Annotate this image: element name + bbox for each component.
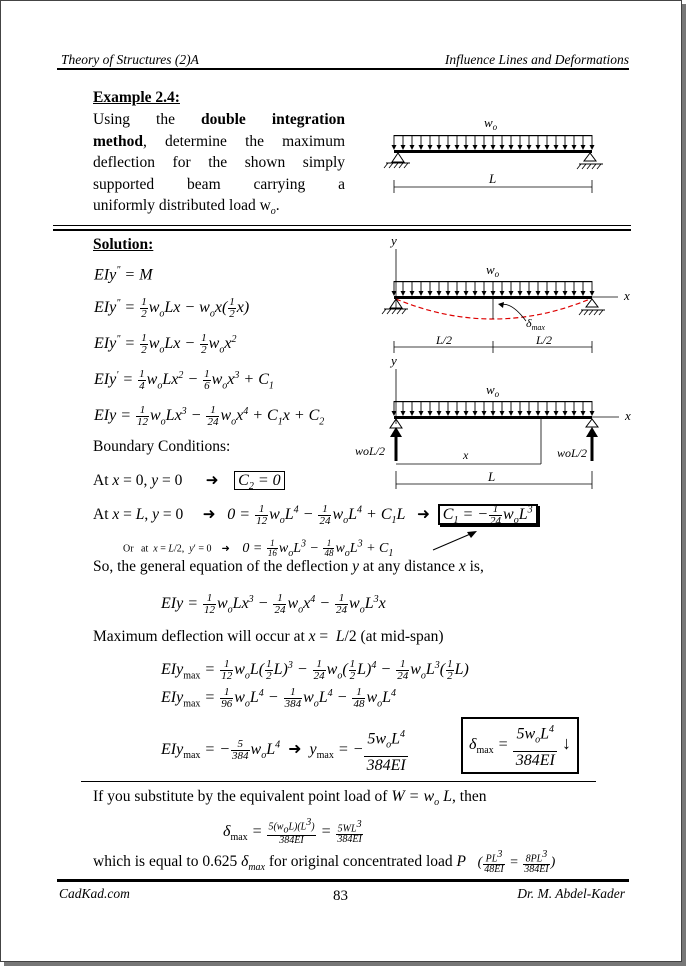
- figure3-free-body-diagram: [351, 349, 651, 491]
- footer-right: Dr. M. Abdel-Kader: [517, 886, 625, 901]
- eq4: EIy' = $\frac{1}{4}$ $w_oLx^2$ − $\frac{1}{6}$ $w_ox^3 + C_1$: [94, 368, 274, 392]
- note-line1: If you substitute by the equivalent point load of $W = w_o$ L, then: [93, 788, 487, 809]
- load-arrow-head: [446, 411, 451, 416]
- load-arrow-head: [473, 145, 478, 150]
- load-arrow-head: [437, 411, 442, 416]
- load-arrow-head: [545, 411, 550, 416]
- svg-text:L: L: [488, 469, 496, 484]
- load-arrow-head: [518, 145, 523, 150]
- load-arrow-head: [419, 411, 424, 416]
- solution-title: Solution:: [93, 236, 154, 253]
- beam: [394, 150, 592, 153]
- load-arrow-head: [500, 145, 505, 150]
- load-arrow-head: [509, 145, 514, 150]
- load-arrow-head: [410, 411, 415, 416]
- max-text: Maximum deflection will occur at x = L/2 (at mid-span): [93, 628, 444, 645]
- arrow-icon: ➜: [205, 472, 219, 489]
- load-arrow-head: [446, 291, 451, 296]
- load-arrow-head: [536, 291, 541, 296]
- load-arrow-head: [446, 145, 451, 150]
- roller-support-right: [586, 419, 598, 427]
- eq5: EIy = $\frac{1}{12}$ $w_oLx^3$ − $\frac{1}{24}$ $w_ox^4 + C_1x + C_2$: [94, 404, 325, 428]
- figure1-beam-diagram: [376, 113, 606, 198]
- roller-support-right: [579, 299, 605, 315]
- beam: [394, 296, 592, 299]
- pin-support-left: [384, 153, 410, 168]
- load-arrow-head: [572, 145, 577, 150]
- load-arrow-head: [392, 145, 397, 150]
- note-line2: which is equal to 0.625 $\delta_{max}$ for original concentrated load P ( $\frac{PL^3}{48EI}$ = $\frac{8PL^3}{384EI}$ ): [93, 849, 556, 876]
- bc1: At x = 0, y = 0 ➜ $C_2 = 0$: [93, 471, 285, 492]
- max-eq2: EIy$_{max}$ = $\frac{1}{96}$ $w_oL^4$ − $\frac{1}{384}$ $w_oL^4$ − $\frac{1}{48}$ $w_oL^4$: [161, 686, 397, 710]
- svg-text:y: y: [391, 353, 397, 368]
- page-number: 83: [333, 888, 348, 904]
- svg-text:y: y: [391, 233, 397, 248]
- load-arrow-head: [581, 411, 586, 416]
- load-arrow-head: [527, 411, 532, 416]
- load-arrow-head: [509, 411, 514, 416]
- load-arrow-head: [572, 411, 577, 416]
- load-arrow-head: [491, 411, 496, 416]
- load-arrow-head: [590, 145, 595, 150]
- load-arrow-head: [509, 291, 514, 296]
- example-title: Example 2.4:: [93, 89, 180, 106]
- uniform-load-arrows: [392, 401, 595, 416]
- load-arrow-head: [437, 291, 442, 296]
- load-arrow-head: [590, 411, 595, 416]
- reaction-right-label: woL/2: [557, 446, 588, 460]
- svg-text:x: x: [624, 288, 630, 303]
- eq3: EIy" = $\frac{1}{2}$ $w_oLx$ − $\frac{1}{2}$ $w_ox^2$: [94, 332, 237, 356]
- reaction-left-label: woL/2: [355, 444, 386, 458]
- load-arrow-head: [572, 291, 577, 296]
- load-arrow-head: [482, 145, 487, 150]
- note-rule: [81, 781, 596, 782]
- svg-text:x: x: [625, 408, 631, 423]
- eq2: EIy" = $\frac{1}{2}$ $w_oLx - w_ox$( $\frac{1}{2}$ x): [94, 296, 250, 320]
- header-left: Theory of Structures (2)A: [61, 52, 199, 67]
- load-arrow-head: [482, 291, 487, 296]
- pin-support-left: [382, 299, 408, 314]
- bc2: At x = L, y = 0 ➜ 0 = $\frac{1}{12}$ $w_oL^4$ − $\frac{1}{24}$ $w_oL^4 + C_1L$ ➜ $C_1$ = − $\frac{1}{24}$ $w_oL^3$: [93, 504, 538, 527]
- load-arrow-head: [554, 145, 559, 150]
- load-arrow-head: [491, 145, 496, 150]
- boundary-conditions-title: Boundary Conditions:: [93, 438, 231, 455]
- load-arrow-head: [428, 291, 433, 296]
- load-arrow-head: [473, 411, 478, 416]
- reaction-right-arrow: [586, 427, 598, 461]
- load-arrow-head: [590, 291, 595, 296]
- figure1-load-label: $w_o$: [484, 115, 498, 132]
- load-arrow-head: [500, 291, 505, 296]
- load-arrow-head: [581, 291, 586, 296]
- load-arrow-head: [401, 145, 406, 150]
- load-arrow-head: [455, 291, 460, 296]
- load-arrow-head: [428, 145, 433, 150]
- load-arrow-head: [428, 411, 433, 416]
- load-arrow-head: [545, 291, 550, 296]
- svg-text:L/2: L/2: [436, 333, 453, 347]
- general-eq: EIy = $\frac{1}{12}$ $w_oLx^3$ − $\frac{1}{24}$ $w_ox^4$ − $\frac{1}{24}$ $w_oL^3x$: [161, 592, 386, 616]
- example-statement: Using the double integration method, determine the maximum deflection for the shown simply supported beam carrying a uniformly distributed load $w_o$.: [93, 111, 345, 218]
- load-arrow-head: [563, 411, 568, 416]
- figure2-deflection-diagram: [376, 229, 646, 359]
- load-arrow-head: [491, 291, 496, 296]
- svg-text:L/2: L/2: [536, 333, 553, 347]
- uniform-load-arrows: [392, 281, 595, 296]
- load-arrow-head: [536, 411, 541, 416]
- note-delta-eq: $\delta_{max}$ = $\frac{5(w_oL)(L^3)}{384EI}$ = $\frac{5WL^3}{384EI}$: [223, 817, 362, 847]
- footer-rule: [57, 879, 629, 882]
- load-arrow-head: [410, 145, 415, 150]
- load-arrow-head: [554, 291, 559, 296]
- load-arrow-head: [401, 411, 406, 416]
- load-arrow-head: [437, 145, 442, 150]
- load-arrow-head: [401, 291, 406, 296]
- load-arrow-head: [518, 411, 523, 416]
- reaction-left-arrow: [390, 427, 402, 461]
- footer-left: CadKad.com: [59, 886, 130, 901]
- max-eq1: EIy$_{max}$ = $\frac{1}{12}$ $w_oL$( $\frac{1}{2}$ L)$^3$ − $\frac{1}{24}$ $w_o$( $\frac{1}{2}$ L)$^4$ − $\frac{1}{24}$ $w_oL^3$( $\frac{1}{2}$ L): [161, 658, 469, 682]
- load-arrow-head: [527, 145, 532, 150]
- max-eq3: EIy$_{max}$ = − $\frac{5}{384}$ $w_oL^4$ ➜ $y_{max}$ = − $\frac{5w_oL^4}{384EI}$: [161, 726, 409, 775]
- load-arrow-head: [554, 411, 559, 416]
- load-arrow-head: [500, 411, 505, 416]
- load-arrow-head: [473, 291, 478, 296]
- header-right: Influence Lines and Deformations: [444, 52, 629, 67]
- load-arrow-head: [455, 145, 460, 150]
- load-arrow-head: [545, 145, 550, 150]
- load-arrow-head: [419, 291, 424, 296]
- load-arrow-head: [581, 145, 586, 150]
- load-arrow-head: [482, 411, 487, 416]
- load-arrow-head: [563, 291, 568, 296]
- svg-text:x: x: [463, 448, 469, 462]
- load-arrow-head: [464, 145, 469, 150]
- general-text: So, the general equation of the deflection y at any distance x is,: [93, 558, 484, 575]
- svg-text:wo: $w_o$: [486, 262, 500, 279]
- alt-condition: Or at x = L/2, y′ = 0 ➜ 0 = $\frac{1}{16}$ $w_oL^3$ − $\frac{1}{48}$ $w_oL^3 + C_1$: [123, 537, 394, 559]
- beam: [394, 416, 592, 419]
- figure1-span-label: L: [489, 171, 497, 186]
- header-rule: [57, 68, 629, 70]
- eq1: EIy" = M: [94, 265, 153, 284]
- load-arrow-head: [536, 145, 541, 150]
- svg-text:wo: $w_o$: [486, 382, 500, 399]
- result-box: $\delta_{max}$ = $\frac{5w_oL^4}{384EI}$ ↓: [461, 717, 579, 774]
- load-arrow-head: [527, 291, 532, 296]
- section-rule-1: [53, 225, 631, 226]
- load-arrow-head: [455, 411, 460, 416]
- roller-support-right: [577, 153, 603, 169]
- uniform-load-arrows: [392, 135, 595, 150]
- delta-max-label: $\delta_{max}$: [526, 316, 545, 332]
- load-arrow-head: [464, 291, 469, 296]
- pointer-arrow: [431, 526, 481, 552]
- load-arrow-head: [419, 145, 424, 150]
- load-arrow-head: [563, 145, 568, 150]
- load-arrow-head: [464, 411, 469, 416]
- load-arrow-head: [518, 291, 523, 296]
- load-arrow-head: [410, 291, 415, 296]
